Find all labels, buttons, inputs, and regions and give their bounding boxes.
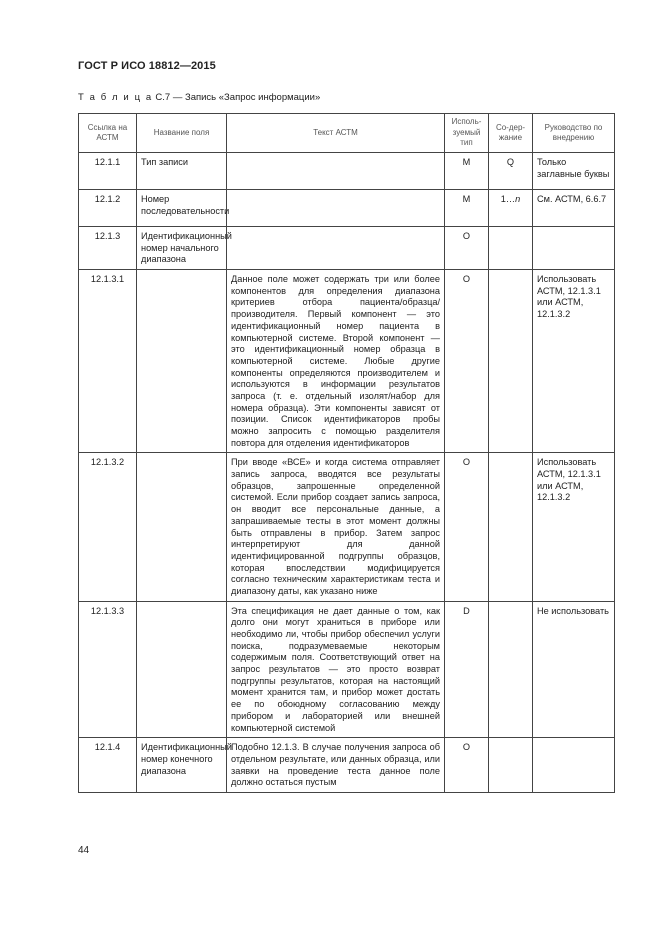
cell-used: M: [445, 190, 489, 227]
table-row: [79, 453, 615, 601]
table-caption: [78, 92, 320, 103]
cell-used: D: [445, 601, 489, 738]
cell-ref: 12.1.3.3: [79, 601, 137, 738]
column-header-used: Исполь-зуемый тип: [445, 114, 489, 153]
cell-ref: 12.1.2: [79, 190, 137, 227]
cell-content: [489, 190, 533, 227]
cell-content: Q: [489, 153, 533, 190]
cell-ref: 12.1.3: [79, 227, 137, 270]
table-row: [79, 190, 615, 227]
cell-used: O: [445, 738, 489, 793]
cell-field: Идентификационный номер начального диапазона: [137, 227, 227, 270]
cell-text: Данное поле может содержать три или более компонентов для определения диапазона критериев отбора пациента/образца/производителя. Первый компонент — это идентификационный номер пациента в компьютерной системе. Второй компонент — это идентификационный номер образца в компьютерной системе. Любые другие компоненты определяются производителем и используются в информации результатов запроса (т. е. отдельный изолят/набор для номера образца). Эти компоненты зависят от позиции. Список идентификаторов пробы можно запросить с помощью разделителя повтора для отделения идентификаторов: [227, 270, 445, 453]
cell-guide: Только заглавные буквы: [533, 153, 615, 190]
cell-used: O: [445, 453, 489, 601]
cell-guide: Использовать АСТМ, 12.1.3.1 или АСТМ, 12.1.3.2: [533, 270, 615, 453]
cell-field: [137, 453, 227, 601]
table-row: [79, 738, 615, 793]
cell-content: [489, 738, 533, 793]
column-header-text: Текст АСТМ: [227, 114, 445, 153]
content-range-var: n: [515, 194, 521, 204]
table-caption-prefix: Т а б л и ц а: [78, 92, 153, 103]
table-row: [79, 153, 615, 190]
table-header-row: [79, 114, 615, 153]
cell-text: [227, 227, 445, 270]
cell-guide: Использовать АСТМ, 12.1.3.1 или АСТМ, 12.1.3.2: [533, 453, 615, 601]
content-range-prefix: 1…: [500, 194, 516, 204]
document-header: ГОСТ Р ИСО 18812—2015: [78, 60, 216, 72]
cell-text: [227, 190, 445, 227]
column-header-guide: Руководство по внедрению: [533, 114, 615, 153]
cell-content: [489, 227, 533, 270]
cell-field: Идентификационный номер конечного диапазона: [137, 738, 227, 793]
cell-field: [137, 270, 227, 453]
cell-guide: [533, 227, 615, 270]
cell-field: Тип записи: [137, 153, 227, 190]
astm-query-table: [78, 113, 615, 793]
cell-content: [489, 453, 533, 601]
page-number: 44: [78, 845, 90, 856]
cell-text: Подобно 12.1.3. В случае получения запроса об отдельном результате, или данных образца, или заявки на проведение теста данное поле должно остаться пустым: [227, 738, 445, 793]
table-row: [79, 227, 615, 270]
cell-guide: См. АСТМ, 6.6.7: [533, 190, 615, 227]
table-row: [79, 270, 615, 453]
cell-field: Номер последовательности: [137, 190, 227, 227]
cell-text: Эта спецификация не дает данные о том, как долго они могут храниться в приборе или необходимо ли, чтобы прибор обеспечил услуги поиска, подразумеваемые некоторым содержимым поля. Соответствующий ответ на запрос результатов — это просто возврат подгруппы результатов, которая на настоящий момент хранится там, и прибор может достать ее по обоюдному согласованию между прибором и лабораторией или внешней компьютерной системой: [227, 601, 445, 738]
cell-content: [489, 601, 533, 738]
table-row: [79, 601, 615, 738]
cell-text: При вводе «ВСЕ» и когда система отправляет запись запроса, вводятся все результаты образцов, запрошенные определенной системой. Если прибор создает запись запроса, он вводит все персональные данные, а запрашиваемые тесты в этот момент должны быть отправлены в прибор. Затем запрос интерпретируют для данной идентифицированной подгруппы образцов, которая впоследствии модифицируется согласно техническим характеристикам теста и диапазону даты, как указано ниже: [227, 453, 445, 601]
cell-ref: 12.1.3.1: [79, 270, 137, 453]
column-header-content: Со-дер-жание: [489, 114, 533, 153]
cell-used: M: [445, 153, 489, 190]
cell-ref: 12.1.3.2: [79, 453, 137, 601]
cell-ref: 12.1.4: [79, 738, 137, 793]
cell-field: [137, 601, 227, 738]
cell-guide: Не использовать: [533, 601, 615, 738]
column-header-field: Название поля: [137, 114, 227, 153]
cell-content: [489, 270, 533, 453]
cell-text: [227, 153, 445, 190]
column-header-ref: Ссылка на АСТМ: [79, 114, 137, 153]
cell-used: O: [445, 270, 489, 453]
table-caption-title: С.7 — Запись «Запрос информации»: [155, 92, 321, 103]
cell-guide: [533, 738, 615, 793]
cell-used: O: [445, 227, 489, 270]
cell-ref: 12.1.1: [79, 153, 137, 190]
